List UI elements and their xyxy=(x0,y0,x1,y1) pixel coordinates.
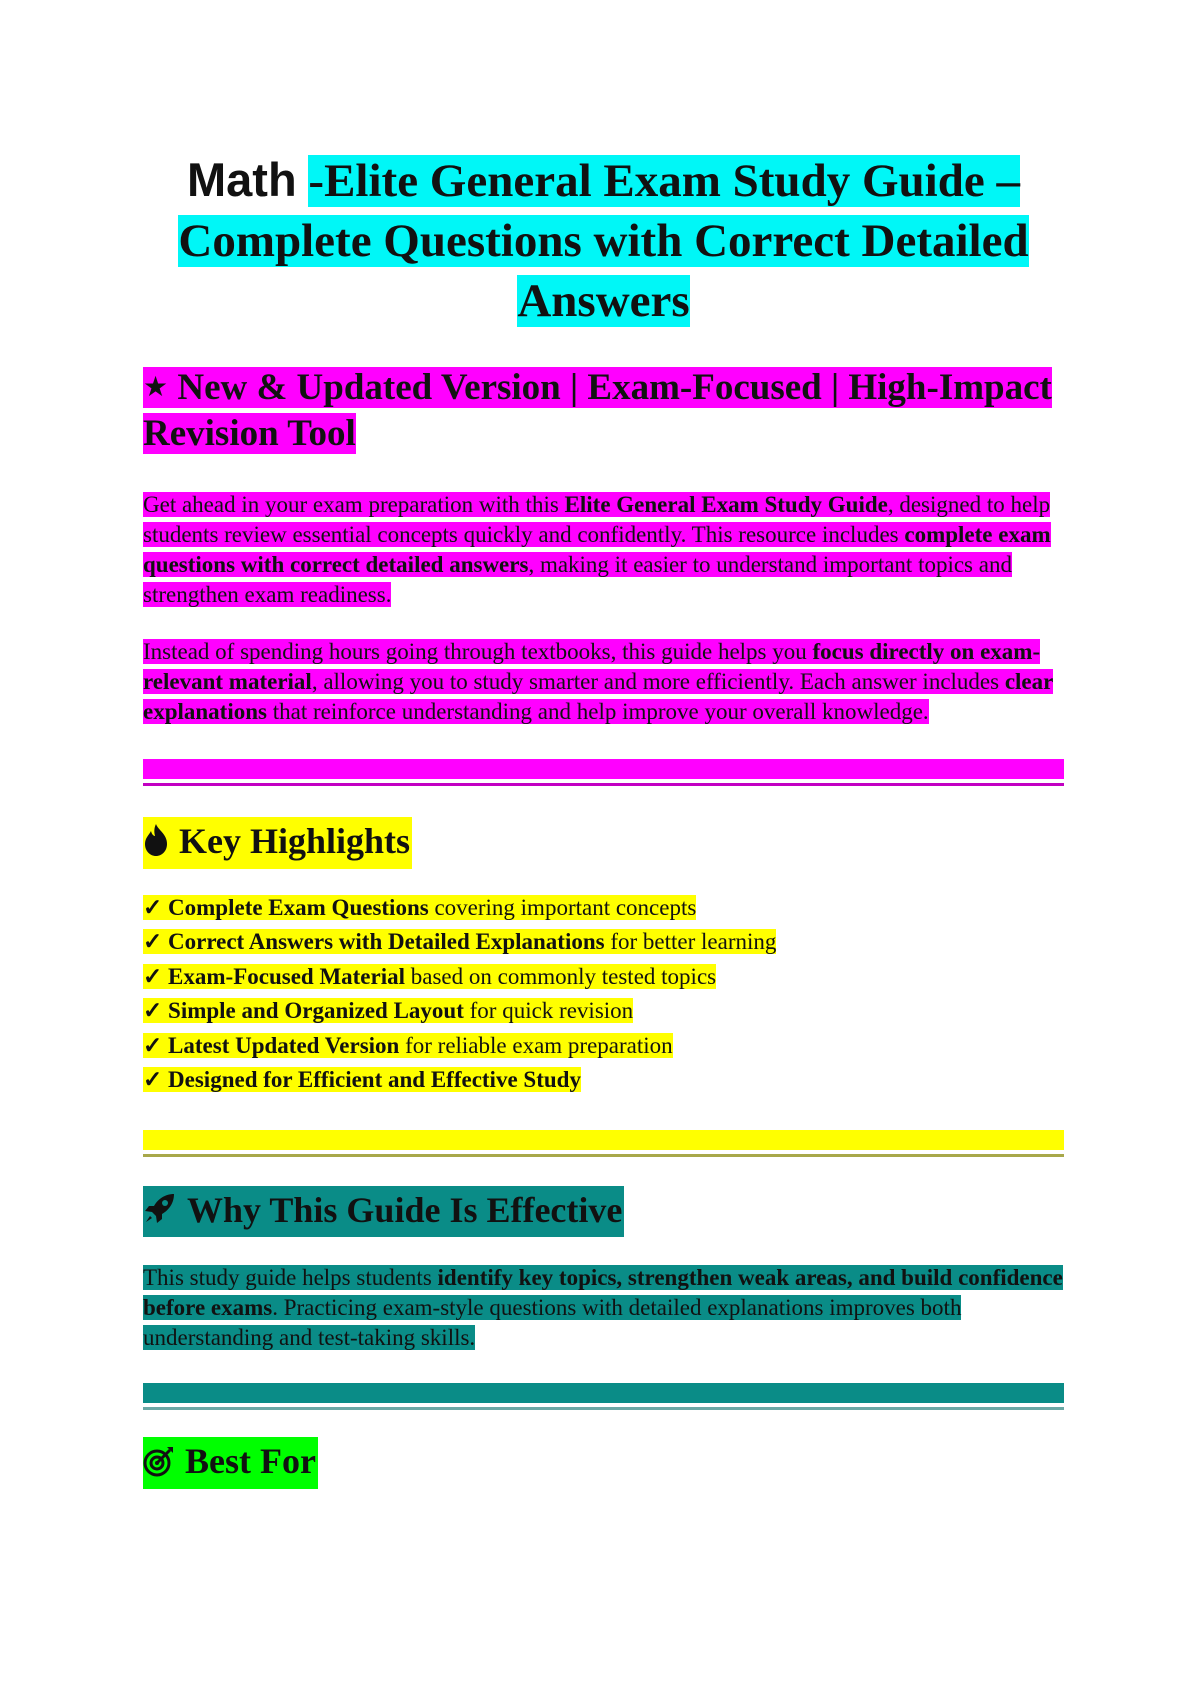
effective-heading xyxy=(143,1186,624,1238)
intro-p1-text-e: , making it easier to understand important topics and strengthen exam readiness. xyxy=(143,552,1012,607)
banner-line-1: New & Updated Version | Exam-Focused | High-Impact xyxy=(177,367,1052,408)
title-line-1: -Elite General Exam Study Guide – xyxy=(308,155,1020,207)
best-for-label: Best For xyxy=(185,1441,316,1482)
check-icon: ✓ xyxy=(143,998,163,1024)
pink-divider xyxy=(143,759,1064,789)
intro-p2-bold-b: focus directly on exam-relevant material xyxy=(143,639,1041,694)
intro-p1-text-a: Get ahead in your exam preparation with this xyxy=(143,492,565,517)
yellow-divider xyxy=(143,1130,1064,1160)
effective-bold-b: identify key topics, strengthen weak areas, and build confidence before exams xyxy=(143,1265,1063,1321)
effective-paragraph xyxy=(143,1263,1064,1353)
item-rest: based on commonly tested topics xyxy=(405,963,717,989)
intro-p2-text-a: Instead of spending hours going through textbooks, this guide helps you xyxy=(143,639,813,664)
item-bold: Complete Exam Questions xyxy=(168,894,429,920)
key-highlights-label: Key Highlights xyxy=(179,821,411,861)
intro-paragraph-1 xyxy=(143,490,1064,610)
item-rest: for quick revision xyxy=(463,998,634,1024)
teal-divider xyxy=(143,1383,1064,1413)
list-item xyxy=(143,925,1064,960)
effective-label: Why This Guide Is Effective xyxy=(187,1189,623,1230)
item-bold: Latest Updated Version xyxy=(168,1032,400,1058)
list-item xyxy=(143,891,1064,926)
best-for-heading xyxy=(143,1437,318,1489)
target-icon xyxy=(143,1441,175,1489)
item-bold: Simple and Organized Layout xyxy=(168,998,464,1024)
list-item xyxy=(143,994,1064,1029)
effective-text-a: This study guide helps students xyxy=(143,1265,438,1291)
key-highlights-heading xyxy=(143,817,412,869)
document-content xyxy=(143,150,1064,1489)
intro-p1-bold-b: Elite General Exam Study Guide xyxy=(564,492,888,517)
item-rest: for reliable exam preparation xyxy=(399,1032,673,1058)
item-rest: covering important concepts xyxy=(428,894,697,920)
check-icon: ✓ xyxy=(143,929,163,955)
title-prefix: Math xyxy=(187,153,297,206)
title-line-2: Complete Questions with Correct Detailed xyxy=(178,215,1029,267)
intro-p1-text-c: , designed to help students review essential concepts quickly and confidently. This resource includes xyxy=(143,492,1051,547)
highlights-list xyxy=(143,891,1064,1098)
star-icon: ★ xyxy=(143,370,169,403)
check-icon: ✓ xyxy=(143,963,163,989)
banner-line-2: Revision Tool xyxy=(143,413,356,454)
intro-p2-bold-d: clear explanations xyxy=(143,669,1053,724)
effective-text-c: . Practicing exam-style questions with detailed explanations improves both understanding and test-taking skills. xyxy=(143,1295,962,1351)
check-icon: ✓ xyxy=(143,894,163,920)
intro-p2-text-e: that reinforce understanding and help improve your overall knowledge. xyxy=(266,699,929,724)
check-icon: ✓ xyxy=(143,1032,163,1058)
item-bold: Correct Answers with Detailed Explanations xyxy=(168,929,605,955)
item-bold: Designed for Efficient and Effective Study xyxy=(168,1067,581,1093)
item-bold: Exam-Focused Material xyxy=(168,963,406,989)
list-item xyxy=(143,1029,1064,1064)
version-banner xyxy=(143,364,1064,457)
check-icon: ✓ xyxy=(143,1067,163,1093)
list-item xyxy=(143,1063,1064,1098)
item-rest: for better learning xyxy=(604,929,777,955)
title-line-3: Answers xyxy=(517,275,690,327)
intro-p1-bold-d: complete exam questions with correct detailed answers xyxy=(143,522,1051,577)
page-title xyxy=(143,150,1064,331)
intro-p2-text-c: , allowing you to study smarter and more efficiently. Each answer includes xyxy=(311,669,1005,694)
fire-icon xyxy=(143,821,169,869)
rocket-icon xyxy=(143,1189,177,1237)
list-item xyxy=(143,960,1064,995)
intro-paragraph-2 xyxy=(143,637,1064,727)
